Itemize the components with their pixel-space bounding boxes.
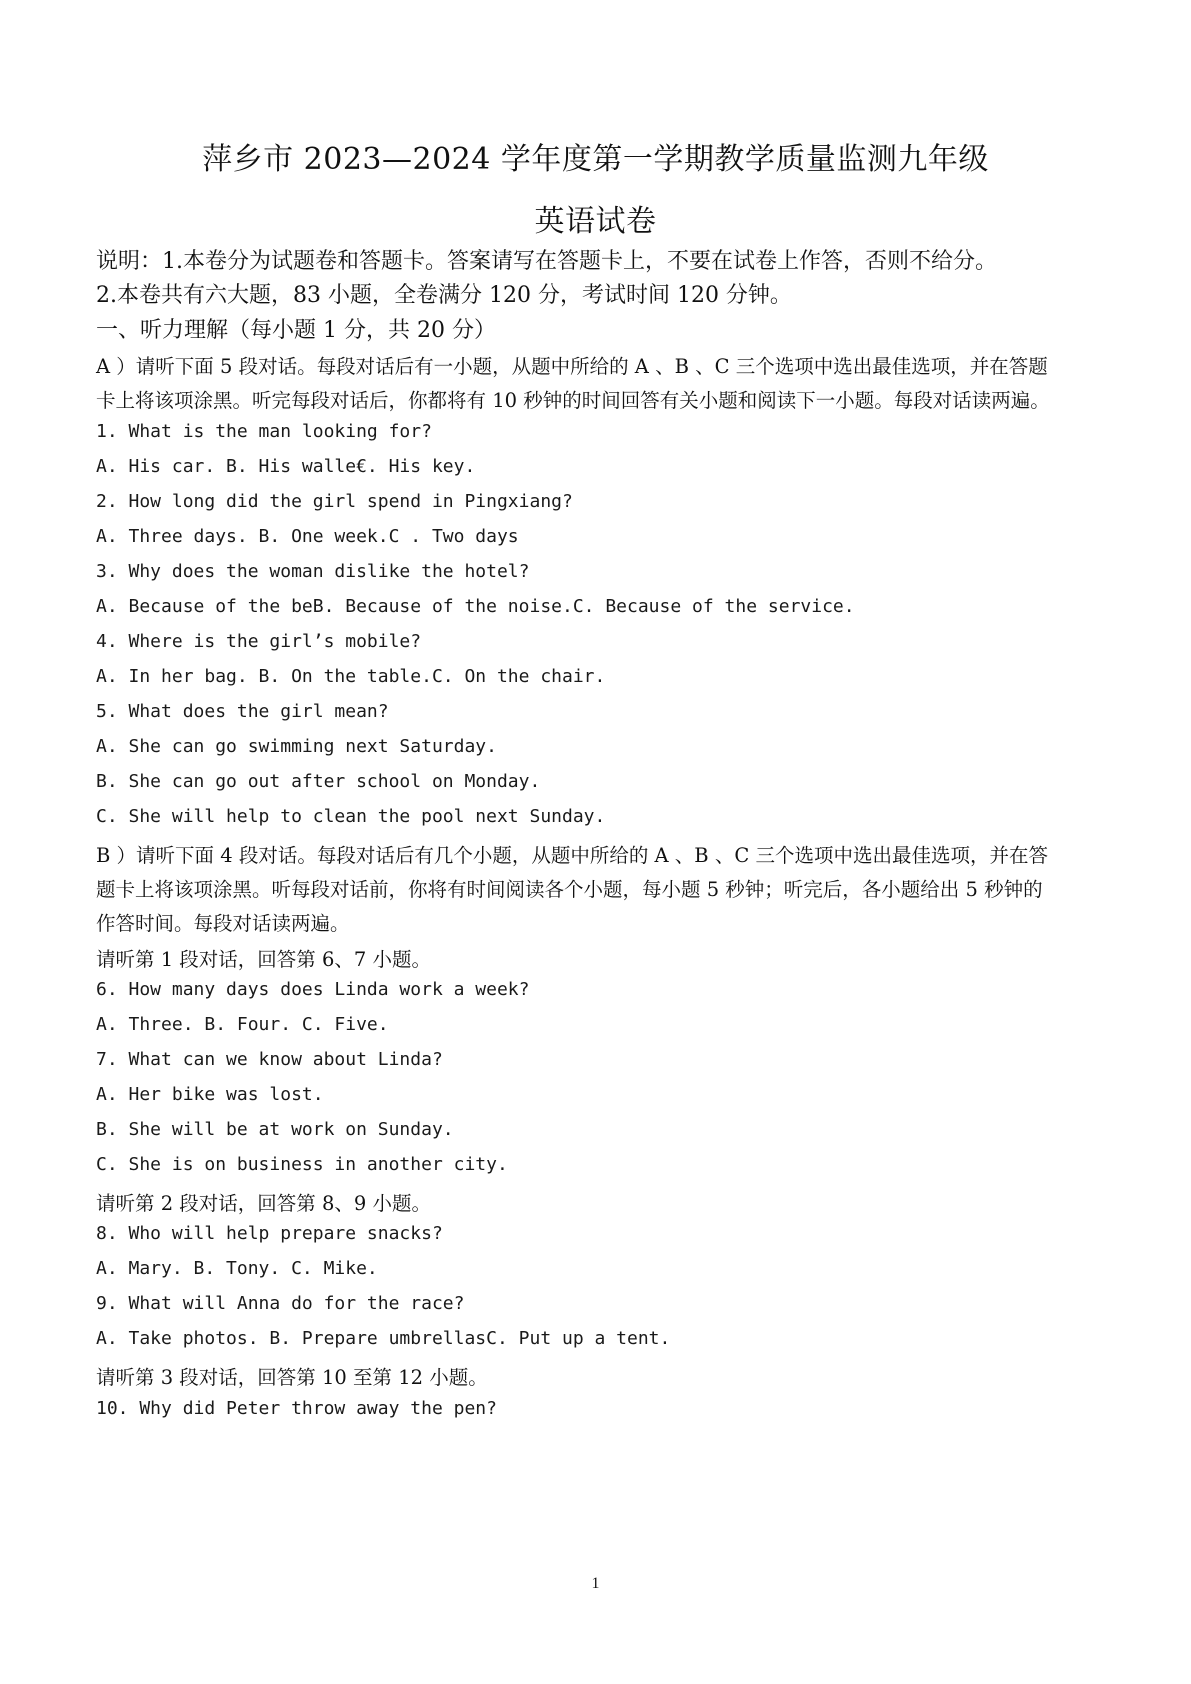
- question-6-stem: 6. How many days does Linda work a week?: [96, 979, 530, 1000]
- dialog-3-prompt: 请听第 3 段对话，回答第 10 至第 12 小题。: [96, 1366, 488, 1389]
- question-10-stem: 10. Why did Peter throw away the pen?: [96, 1398, 497, 1419]
- exam-subtitle: 英语试卷: [534, 204, 657, 239]
- question-8-stem: 8. Who will help prepare snacks?: [96, 1223, 443, 1244]
- part-b-intro-3: 作答时间。每段对话读两遍。: [96, 912, 350, 935]
- exam-title: 萍乡市 2023—2024 学年度第一学期教学质量监测九年级: [202, 142, 989, 177]
- part-a-intro-2: 卡上将该项涂黑。听完每段对话后，你都将有 10 秒钟的时间回答有关小题和阅读下一小题。每段对话读两遍。: [96, 389, 1050, 412]
- question-4-stem: 4. Where is the girl’s mobile?: [96, 631, 422, 652]
- question-4-options: A. In her bag. B. On the table.C. On the chair.: [96, 666, 606, 687]
- part-b-intro-2: 题卡上将该项涂黑。听每段对话前，你将有时间阅读各个小题，每小题 5 秒钟；听完后，各小题给出 5 秒钟的: [96, 878, 1043, 901]
- question-9-options: A. Take photos. B. Prepare umbrellasC. Put up a tent.: [96, 1328, 671, 1349]
- question-5-stem: 5. What does the girl mean?: [96, 701, 389, 722]
- instructions-line-1: 说明：1.本卷分为试题卷和答题卡。答案请写在答题卡上，不要在试卷上作答，否则不给分。: [96, 249, 997, 274]
- section-heading-listening: 一、听力理解（每小题 1 分，共 20 分）: [96, 318, 496, 343]
- instructions-line-2: 2.本卷共有六大题，83 小题，全卷满分 120 分，考试时间 120 分钟。: [96, 283, 792, 308]
- dialog-1-prompt: 请听第 1 段对话，回答第 6、7 小题。: [96, 948, 432, 971]
- question-1-stem: 1. What is the man looking for?: [96, 421, 432, 442]
- part-b-intro-1: B ）请听下面 4 段对话。每段对话后有几个小题，从题中所给的 A 、B 、C 三个选项中选出最佳选项，并在答: [96, 844, 1048, 867]
- question-7-option-c: C. She is on business in another city.: [96, 1154, 508, 1175]
- question-7-option-b: B. She will be at work on Sunday.: [96, 1119, 454, 1140]
- dialog-2-prompt: 请听第 2 段对话，回答第 8、9 小题。: [96, 1192, 432, 1215]
- question-5-option-a: A. She can go swimming next Saturday.: [96, 736, 497, 757]
- question-8-options: A. Mary. B. Tony. C. Mike.: [96, 1258, 378, 1279]
- question-3-stem: 3. Why does the woman dislike the hotel?: [96, 561, 530, 582]
- question-5-option-b: B. She can go out after school on Monday.: [96, 771, 541, 792]
- question-7-stem: 7. What can we know about Linda?: [96, 1049, 443, 1070]
- question-2-stem: 2. How long did the girl spend in Pingxiang?: [96, 491, 573, 512]
- question-1-options: A. His car. B. His walle€. His key.: [96, 456, 476, 477]
- part-a-intro-1: A ）请听下面 5 段对话。每段对话后有一小题，从题中所给的 A 、B 、C 三个选项中选出最佳选项，并在答题: [96, 355, 1048, 378]
- question-9-stem: 9. What will Anna do for the race?: [96, 1293, 465, 1314]
- question-5-option-c: C. She will help to clean the pool next Sunday.: [96, 806, 606, 827]
- question-2-options: A. Three days. B. One week.C . Two days: [96, 526, 519, 547]
- question-7-option-a: A. Her bike was lost.: [96, 1084, 324, 1105]
- page-number: 1: [591, 1575, 600, 1592]
- question-6-options: A. Three. B. Four. C. Five.: [96, 1014, 389, 1035]
- question-3-options: A. Because of the beB. Because of the noise.C. Because of the service.: [96, 596, 855, 617]
